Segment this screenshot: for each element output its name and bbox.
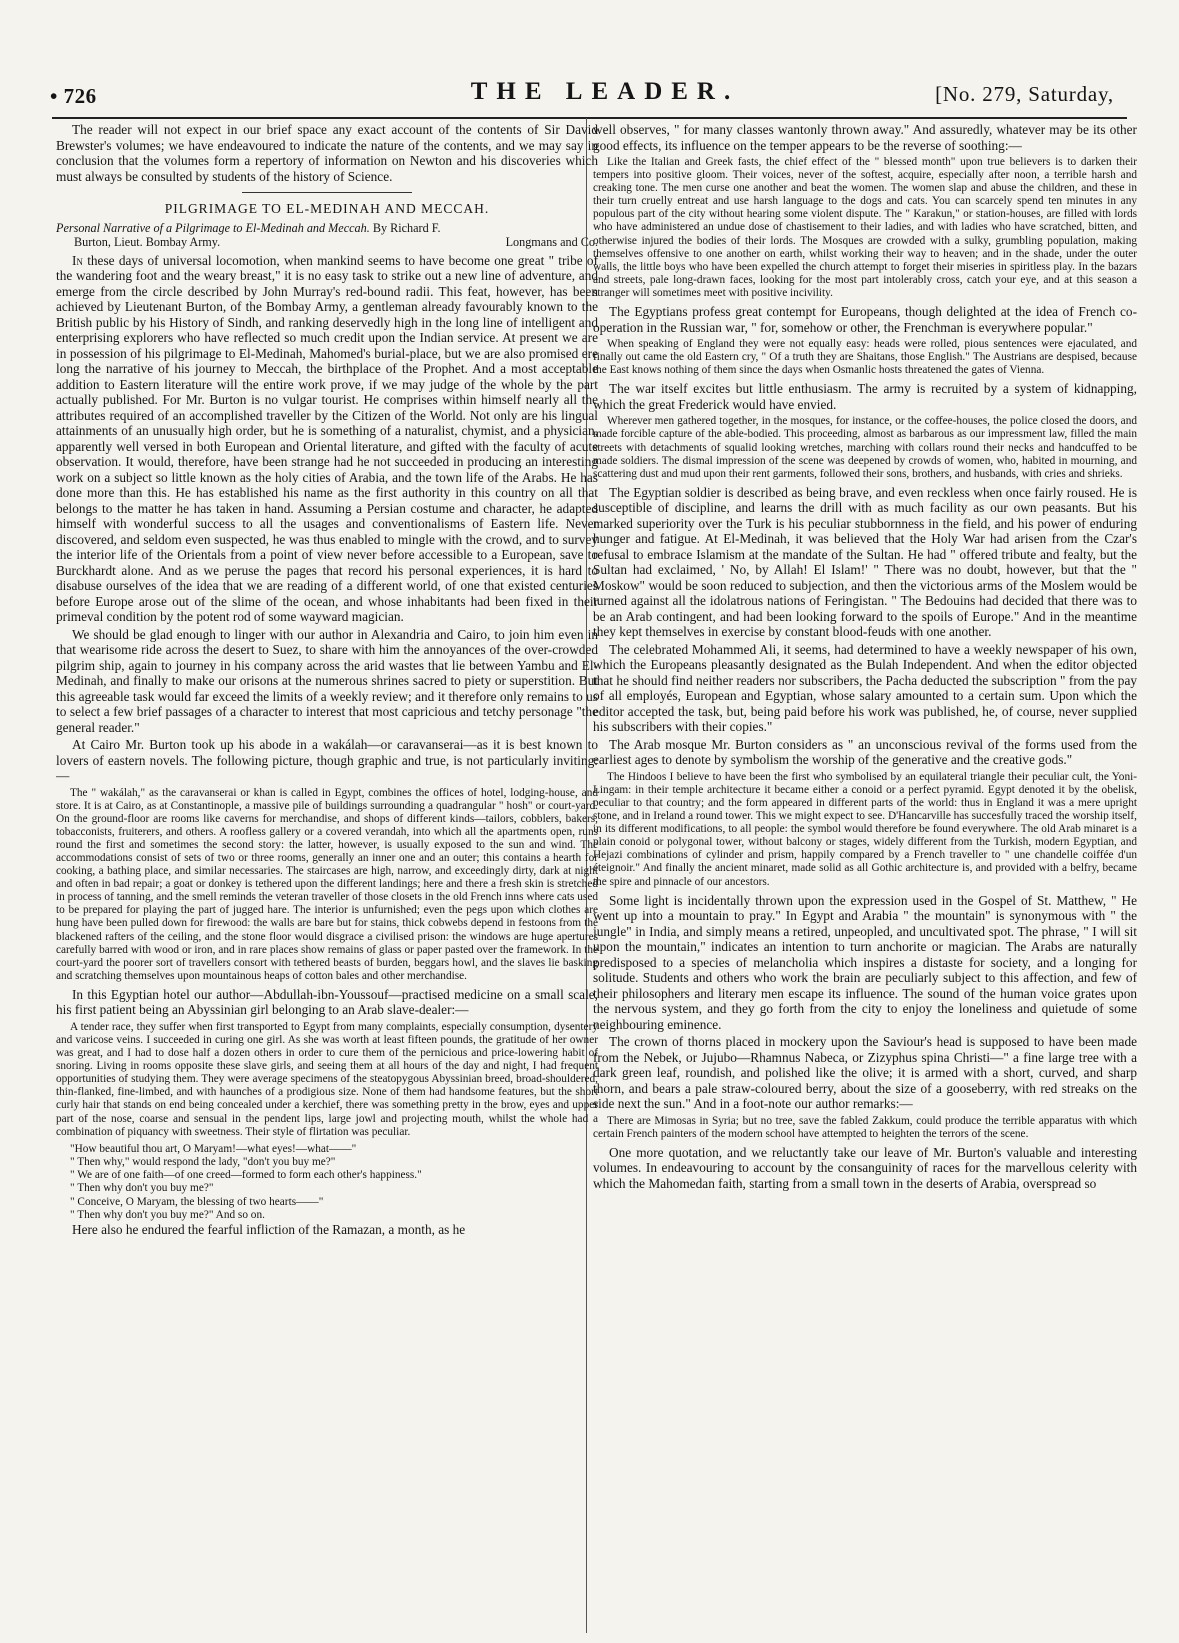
paragraph-thorns: The crown of thorns placed in mockery upon the Saviour's head is supposed to have been made from the Nebek, or Jujubo—Rhamnus Nabeca, or Zizyphus spina Christi—" a fine large tree with a dark green leaf, roundish, and polished like the olive; it is armed with a short, curved, and sharp thorn, and bears a pale straw-coloured berry, about the size of a gooseberry, with red streaks on the side next the sun." And in a foot-note our author remarks:—: [593, 1034, 1137, 1112]
right-column: [593, 122, 1137, 1632]
quote-kidnapping: Wherever men gathered together, in the mosques, for instance, or the coffee-houses, the police closed the doors, and made forcible capture of the able-bodied. This proceeding, almost as barbarous as our impressment law, filled the main streets with detachments of squalid looking wretches, marching with collars round their necks and handcuffed to be made soldiers. The dismal impression of the scene was deepened by crowds of women, who, habited in mourning, and scattering dust and mud upon their rent garments, followed their sons, brothers, and husbands, with cries and shrieks.: [593, 415, 1137, 480]
lead-word: In: [72, 252, 83, 268]
dialogue-line: " Then why," would respond the lady, "don't you buy me?": [70, 1155, 336, 1168]
section-rule: [242, 192, 412, 193]
book-title: Personal Narrative of a Pilgrimage to El-Medinah and Meccah.: [56, 220, 370, 235]
paragraph-continued: well observes, " for many classes wantonly thrown away." And assuredly, whatever may be its other good effects, its influence on the temper appears to be the reverse of soothing:—: [593, 122, 1137, 153]
quote-slave-girls: A tender race, they suffer when first transported to Egypt from many complaints, especially consumption, dysentery and varicose veins. I succeeded in curing one girl. As she was worth at least fifteen pounds, the gratitude of her owner was great, and I had to dose half a dozen others in order to cure them of the pernicious and price-lowering habit of snoring. Living in rooms opposite these slave girls, and seeing them at all hours of the day and night, I had frequent opportunities of studying them. They were average specimens of the steatopygous Abyssinian breed, broad-shouldered, thin-flanked, fine-limbed, and with haunches of a prodigious size. None of them had handsome features, but the short curly hair that stands on end being concealed under a kerchief, there was something pretty in the brow, eyes and upper part of the nose, coarse and sensual in the pendent lips, large jowl and projecting mouth, whilst the whole had a combination of piquancy with sweetness. Their style of flirtation was peculiar.: [56, 1020, 598, 1138]
paragraph-soldier: The Egyptian soldier is described as being brave, and even reckless when once fairly roused. He is susceptible of discipline, and learns the drill with as much facility as our own peasants. But his marked superiority over the Turk is his peculiar stubbornness in the field, and his power of enduring hunger and fatigue. At El-Medinah, it was believed that the Holy War had arisen from the Czar's refusal to embrace Islamism at the mandate of the Sultan. He had " offered tribute and fealty, but the Sultan had exclaimed, ' No, by Allah! El Islam!' " There was no doubt, however, but that the " Moskow" would be soon reduced to subjection, and then the victorious arms of the Moslem would be turned against all the idolatrous nations of Feringistan. " The Bedouins had decided that there was to be an Arab contingent, and had been looking forward to the spoils of Europe." And in the meantime they kept themselves in exercise by constant blood-feuds with one another.: [593, 484, 1137, 640]
issue-label: [No. 279, Saturday,: [935, 82, 1114, 106]
quote-wakalah: The " wakálah," as the caravanserai or khan is called in Egypt, combines the offices of hotel, lodging-house, and store. It is at Cairo, as at Constantinople, a massive pile of buildings surrounding a quadrangular " hosh" or court-yard. On the ground-floor are rooms like caverns for merchandise, and shops of different kinds—tailors, cobblers, bakers, tobacconists, fruiterers, and others. A roofless gallery or a covered verandah, into which all the apartments open, runs round the first and sometimes the second story: the latter, however, is usually exposed to the sun and wind. The accommodations consist of sets of two or three rooms, generally an inner one and an outer; this contains a hearth for cooking, a bathing place, and similar necessaries. The staircases are high, narrow, and exceedingly dirty, dark at night and often in bad repair; a goat or donkey is tethered upon the different landings; here and there a fresh skin is stretched in process of tanning, and the smell reminds the veteran traveller of those closets in the old French inns where cats used to be prepared for playing the part of jugged hare. The interior is unfurnished; even the pegs upon which clothes are hung have been pulled down for firewood: the walls are bare but for stains, thick cobwebs depend in festoons from the blackened rafters of the ceiling, and the stone floor would disgrace a civilised prison: the windows are huge apertures carefully barred with wood or iron, and in rare places show remains of glass or paper pasted over the framework. In the court-yard the poorer sort of travellers consort with tethered beasts of burden, beggars howl, and the slaves lie basking and scratching themselves upon mountainous heaps of cotton bales and other merchandise.: [56, 786, 598, 982]
book-by: By Richard F.: [372, 220, 441, 235]
quote-ramazan: Like the Italian and Greek fasts, the chief effect of the " blessed month" upon true believers is to darken their tempers into positive gloom. Their voices, never of the softest, acquire, especially after noon, a terrible harsh and creaking tone. The men curse one another and beat the women. The women slap and abuse the children, and these in their turn cruelly entreat and use harsh language to the dogs and cats. You can scarcely spend ten minutes in any populous part of the city without hearing some violent dispute. The " Karakun," or station-houses, are filled with lords who have administered an undue dose of chastisement to their ladies, and with ladies who have scratched, bitten, and otherwise injured the bodies of their lords. The Mosques are crowded with a sulky, grumbling population, making themselves offensive to one another on earth, whilst working their way to heaven; and in the shade, under the outer walls, the little boys who have been expelled the church attempt to forget their miseries in spiritless play. In the bazars and streets, pale long-drawn faces, looking for the most part intolerably cross, catch your eye, and at this season a stranger will sometimes meet with positive incivility.: [593, 156, 1137, 299]
paragraph-5: Here also he endured the fearful infliction of the Ramazan, a month, as he: [72, 1221, 466, 1237]
dialogue-line: " We are of one faith—of one creed—formed to form each other's happiness.": [70, 1169, 422, 1182]
left-column: [56, 122, 598, 1632]
paragraph-1: [56, 253, 598, 625]
paragraph-4: In this Egyptian hotel our author—Abdullah-ibn-Youssouf—practised medicine on a small scale, his first patient being an Abyssinian girl belonging to an Arab slave-dealer:—: [56, 986, 598, 1018]
dialogue-line: " Then why don't you buy me?": [70, 1182, 214, 1195]
review-title: PILGRIMAGE TO EL-MEDINAH AND MECCAH.: [164, 201, 490, 216]
dialogue-line: " Then why don't you buy me?" And so on.: [70, 1208, 265, 1221]
book-citation: [56, 221, 598, 249]
dialogue-line: "How beautiful thou art, O Maryam!—what eyes!—what——": [70, 1142, 357, 1155]
quote-minaret: The Hindoos I believe to have been the first who symbolised by an equilateral triangle their peculiar cult, the Yoni-Lingam: in their temple architecture it became either a conoid or a perfect pyramid. Egypt denoted it by the obelisk, peculiar to that country; and the form appeared in different parts of the world: thus in England it was a mere upright stone, and in Ireland a round tower. This we might expect to see. D'Hancarville has succesfully traced the worship itself, in its different modifications, to all people: the symbol would therefore be found everywhere. The old Arab minaret is a plain conoid or polygonal tower, without balcony or stages, widely different from the Turkish, modern Egyptian, and Hejazi combinations of cylinder and prism, happily compared by a French traveller to " une chandelle coiffée d'un éteignoir." And finally the ancient minaret, made solid as all Gothic architecture is, and provided with a belfry, became the spire and pinnacle of our ancestors.: [593, 770, 1137, 888]
paragraph-1-text: these days of universal locomotion, when mankind seems to have become one great " tribe of the wandering foot and the weary breast," it is no easy task to strike out a new line of adventure, and emerge from the circle described by John Murray's red-bound radii. This feat, however, has been achieved by Lieutenant Burton, of the Bombay Army, a gentleman already favourably known to the British public by his History of Sindh, and ranking deservedly high in the long line of intelligent and enterprising explorers who have reflected so much credit upon the Indian service. At present we are in possession of his pilgrimage to El-Medinah, Mahomed's burial-place, but we are also promised ere long the narrative of his journey to Meccah, the birthplace of the Prophet. And a most acceptable addition to Eastern literature will the entire work prove, if we may judge of the whole by the part actually published. For Mr. Burton is no vulgar tourist. He comprises within himself nearly all the attributes required of an accomplished traveller by the Citizen of the World. Not only are his lingual attainments of an unusually high order, but he is something of a naturalist, chymist, and a physician, apparently well versed in both European and Oriental literature, and gifted with the faculty of acute observation. It would, therefore, have been strange had he not succeeded in producing an interesting work on a subject so little known as the holy cities of Arabia, and the town life of the Arabs. He has done more than this. He has established his name as the first authority in this country on all that belongs to the matter he has taken in hand. Assuming a Persian costume and character, he adapted himself with wonderful success to all the usages and conventionalisms of Eastern life. Never discovered, and seldom even suspected, he was thus enabled to mingle with the crowd, and to survey the interior life of the Orientals from a point of view never before accessible to a European, save to Burckhardt alone. And as we peruse the pages that record his personal experiences, it is hard to disabuse ourselves of the idea that we are reading of a different world, of one that existed centuries before Europe arose out of the slime of the ocean, and whose inhabitants had been fixed in their primeval condition by the potent rod of some wayward magician.: [56, 252, 598, 624]
dialogue-line: " Conceive, O Maryam, the blessing of two hearts——": [70, 1195, 324, 1208]
paragraph-final: One more quotation, and we reluctantly take our leave of Mr. Burton's valuable and interesting volumes. In endeavouring to account by the consanguinity of races for the marvellous celerity with which the Mahomedan faith, starting from a small town in the deserts of Arabia, overspread so: [593, 1144, 1137, 1191]
paragraph-2: We should be glad enough to linger with our author in Alexandria and Cairo, to join him even in that wearisome ride across the desert to Suez, to share with him the annoyances of the over-crowded pilgrim ship, again to journey in his company across the arid wastes that lie between Yambu and El-Medinah, and finally to make our orisons at the numerous shrines sacred to piety or superstition. But this agreeable task would far exceed the limits of a weekly review; and it therefore only remains to us to select a few brief passages of a character to interest that most capricious and tetchy personage "the general reader.": [56, 626, 598, 735]
quote-mimosas: There are Mimosas in Syria; but no tree, save the fabled Zakkum, could produce the terrible apparatus with which certain French painters of the modern school have attempted to heighten the terrors of the scene.: [593, 1114, 1137, 1140]
book-publisher: Longmans and Co.: [505, 234, 598, 249]
quote-england: When speaking of England they were not equally easy: heads were rolled, pious sentences were ejaculated, and finally out came the old Eastern cry, " Of a truth they are Shaitans, those English." The Austrians are despised, because the East knows nothing of them since the days when Osmanlic hosts threatened the gates of Vienna.: [593, 338, 1137, 377]
paragraph-mountain: Some light is incidentally thrown upon the expression used in the Gospel of St. Matthew, " He went up into a mountain to pray." In Egypt and Arabia " the mountain" is synonymous with " the jungle" in India, and simply means a retired, unpeopled, and uncultivated spot. The phrase, " I will sit upon the mountain," indicates an intention to turn anchorite or magician. The Arabs are naturally predisposed to a species of melancholia which inspires a distaste for society, and a longing for solitude. Students and others who work the brain are peculiarly subject to this affection, and few of their philosophers and literary men escape its influence. The sound of the human voice grates upon the nervous system, and they go forth from the city to enjoy the loneliness and quietude of some neighbouring eminence.: [593, 892, 1137, 1032]
paragraph-egyptians: The Egyptians profess great contempt for Europeans, though delighted at the idea of French co-operation in the Russian war, " for, somehow or other, the Frenchman is everywhere popular.": [593, 304, 1137, 335]
intro-paragraph: The reader will not expect in our brief space any exact account of the contents of Sir David Brewster's volumes; we have endeavoured to indicate the nature of the contents, and we may say in conclusion that the volumes form a repertory of information on Newton and his discoveries which must always be consulted by students of the history of Science.: [56, 122, 598, 184]
page-header: [0, 0, 1179, 128]
book-author: Burton, Lieut. Bombay Army.: [74, 234, 221, 249]
dialogue-block: [56, 1143, 598, 1222]
paragraph-newspaper: The celebrated Mohammed Ali, it seems, had determined to have a weekly newspaper of his own, which the Europeans pleasantly designated as the Bulah Independent. And when the editor objected that he should find neither readers nor subscribers, the Pacha deducted the subscription " from the pay of all employés, European and Egyptian, whose salary amounted to a certain sum. Upon which the editor accepted the task, but, being paid before his work was published, he, of course, never supplied his subscribers with their copies.": [593, 641, 1137, 735]
page-number: • 726: [50, 84, 97, 108]
paragraph-mosque: The Arab mosque Mr. Burton considers as " an unconscious revival of the forms used from the earliest ages to denote by symbolism the worship of the generative and the creative gods.": [593, 736, 1137, 768]
paragraph-war: The war itself excites but little enthusiasm. The army is recruited by a system of kidnapping, which the great Frederick would have envied.: [593, 381, 1137, 412]
header-rule: [52, 117, 1127, 119]
masthead: THE LEADER.: [470, 78, 740, 105]
paragraph-3: At Cairo Mr. Burton took up his abode in a wakálah—or caravanserai—as it is best known to lovers of eastern novels. The following picture, though graphic and true, is not particularly inviting:—: [56, 737, 598, 783]
